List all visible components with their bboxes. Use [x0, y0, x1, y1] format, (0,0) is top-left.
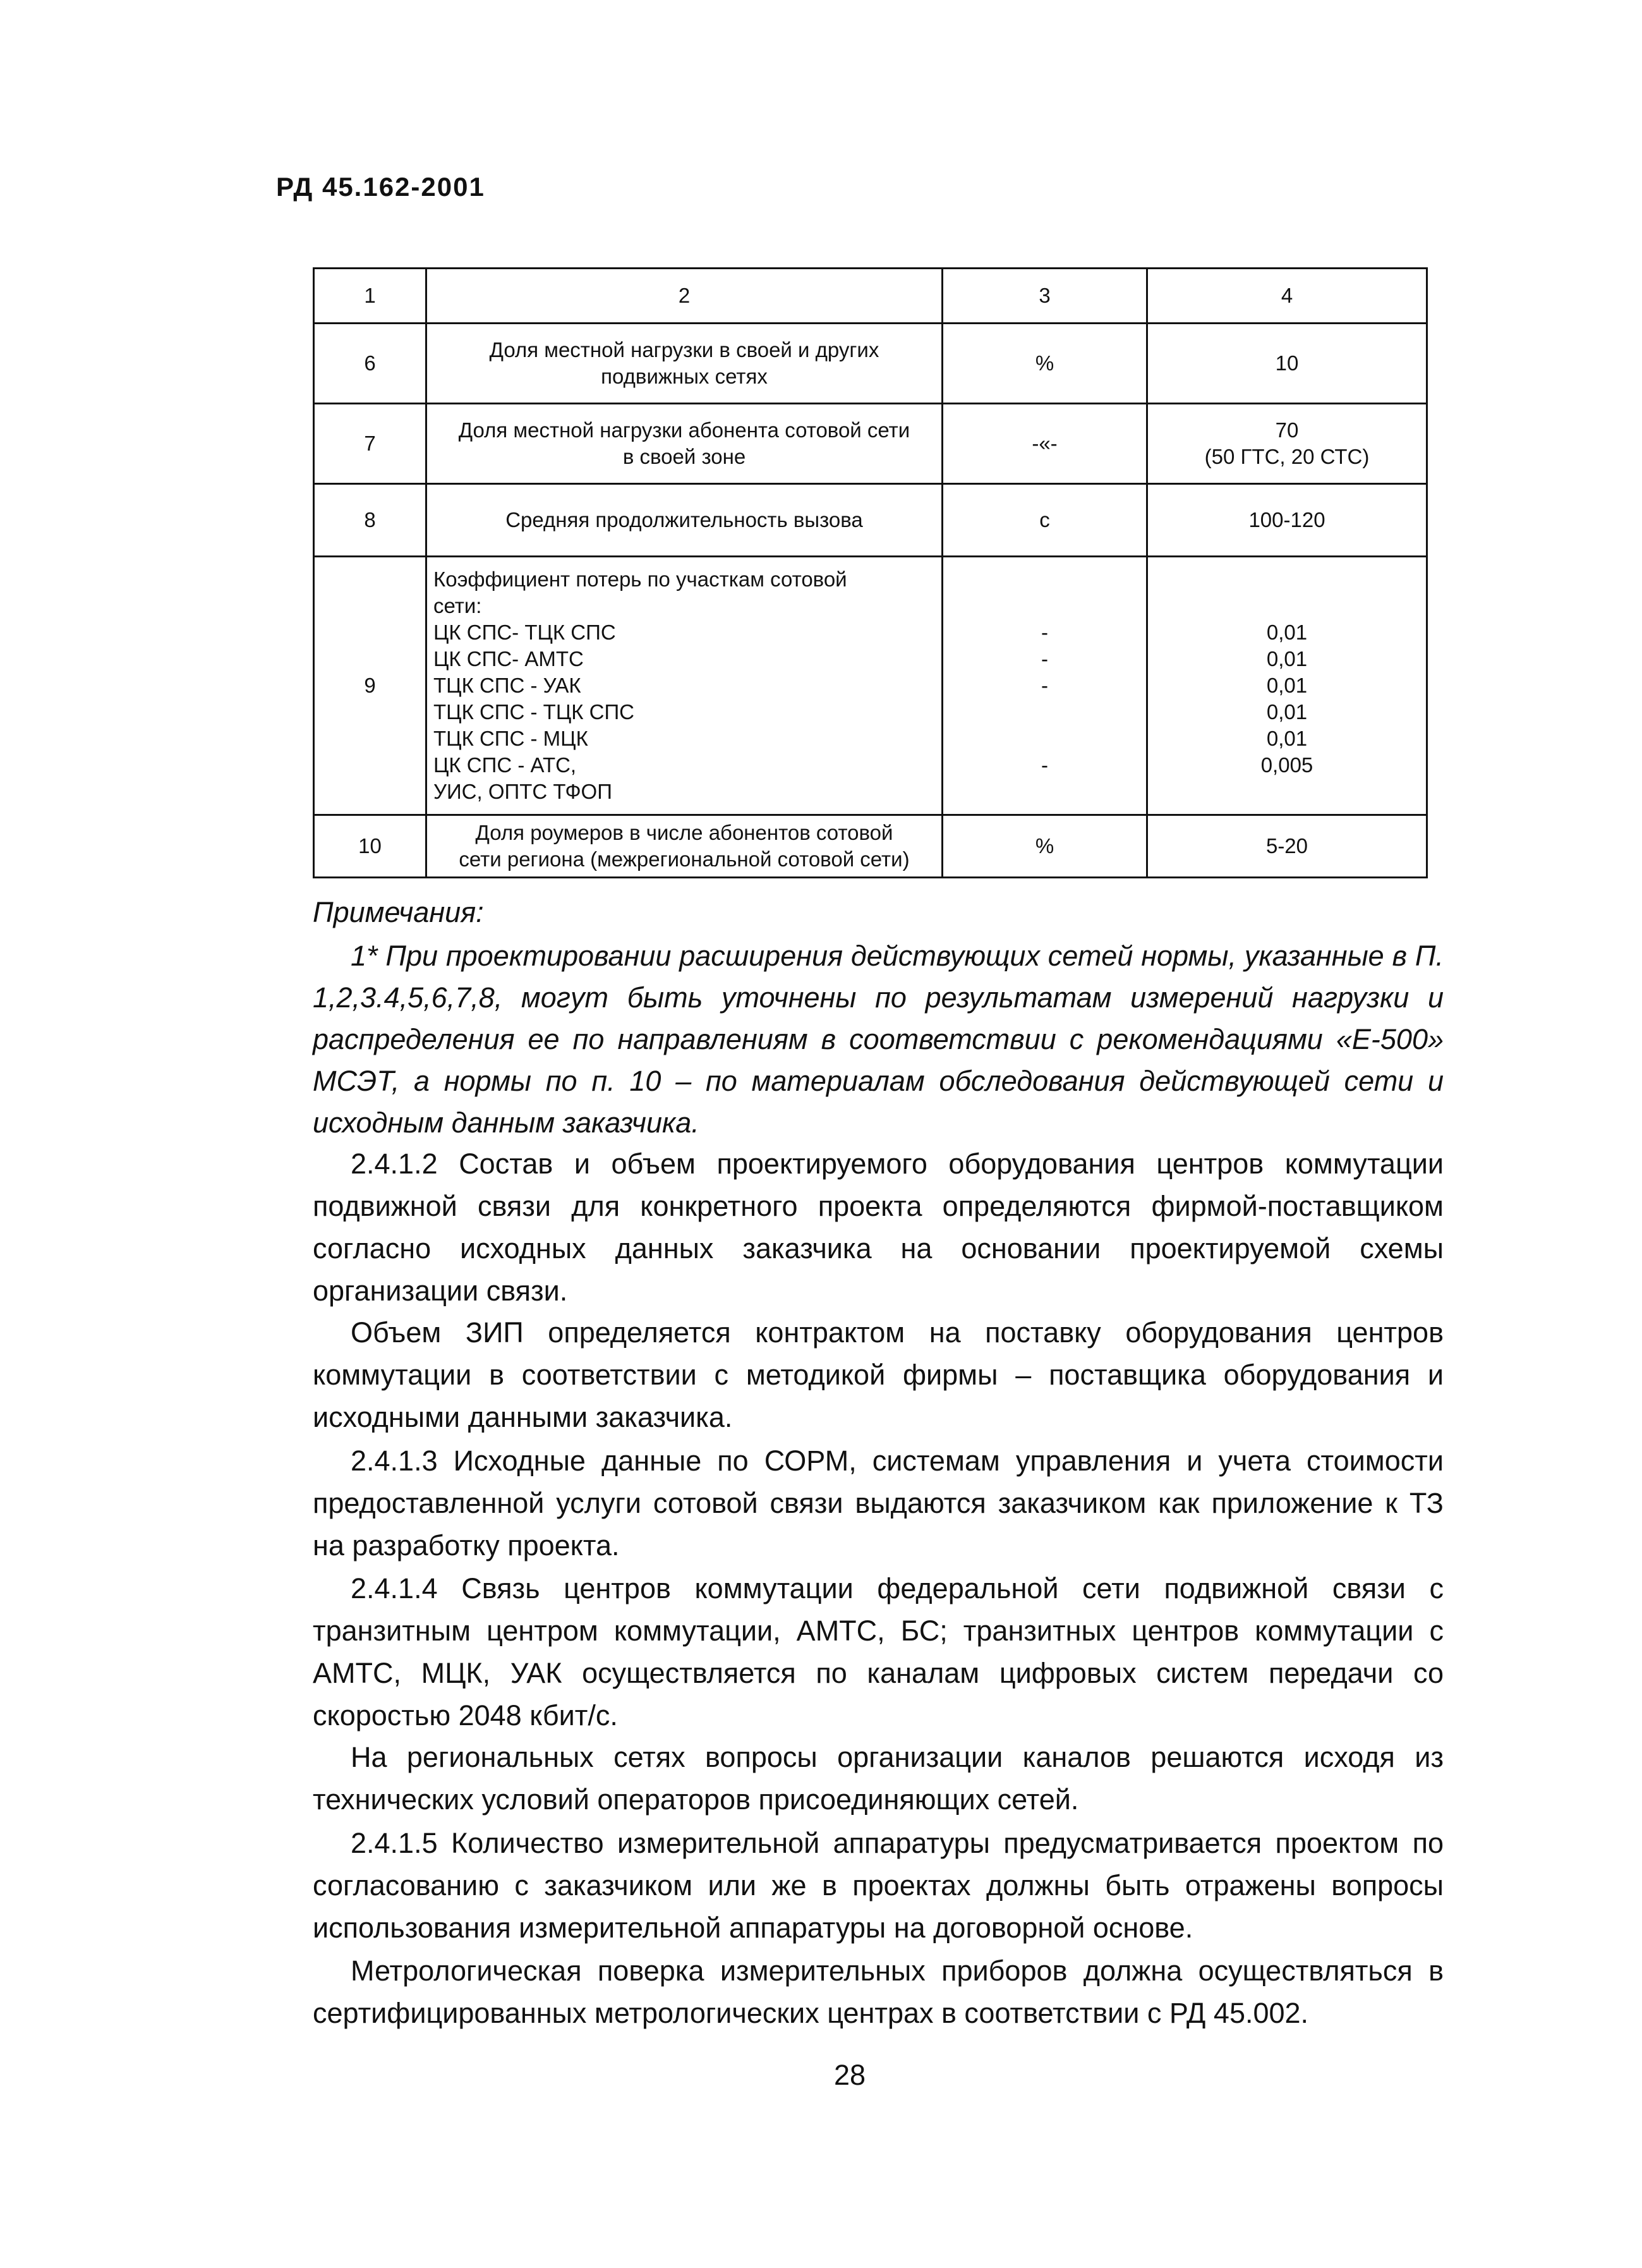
- paragraph-2-4-1-4: [313, 1567, 1444, 1737]
- paragraph-spare-parts: [313, 1311, 1444, 1438]
- table-row: [314, 404, 1427, 484]
- description-line: Коэффициент потерь по участкам сотовой: [433, 567, 847, 591]
- row-description: [426, 815, 943, 878]
- paragraph-metrology: [313, 1950, 1444, 2034]
- value-line: 70: [1275, 418, 1299, 442]
- row-unit: с: [943, 484, 1147, 557]
- row-number: 7: [314, 404, 426, 484]
- unit-line: -: [1041, 753, 1048, 777]
- row-value: [1147, 404, 1427, 484]
- row-unit: %: [943, 324, 1147, 404]
- paragraph-text: 2.4.1.5 Количество измерительной аппаратуры предусматривается проектом по согласованию с заказчиком или же в проектах должны быть отражены вопросы использования измерительной аппаратуры на договорной основе.: [313, 1827, 1444, 1944]
- row-value: [1147, 557, 1427, 815]
- notes-title: Примечания:: [313, 896, 484, 928]
- row-description: [426, 557, 943, 815]
- row-unit: %: [943, 815, 1147, 878]
- description-line: ТЦК СПС - УАК: [433, 674, 581, 697]
- description-line: Доля местной нагрузки абонента сотовой сети: [458, 418, 910, 442]
- row-description: [426, 324, 943, 404]
- value-line: 0,01: [1266, 647, 1308, 670]
- unit-line: -: [1041, 621, 1048, 644]
- row-description: Средняя продолжительность вызова: [426, 484, 943, 557]
- description-line: Доля местной нагрузки в своей и других: [489, 338, 879, 361]
- row-value: 100-120: [1147, 484, 1427, 557]
- norms-table: [313, 267, 1428, 878]
- paragraph-2-4-1-2: [313, 1143, 1444, 1312]
- unit-line: -: [1041, 674, 1048, 697]
- description-line: ТЦК СПС - ТЦК СПС: [433, 700, 635, 724]
- paragraph-text: 2.4.1.4 Связь центров коммутации федеральной сети подвижной связи с транзитным центром коммутации, АМТС, БС; транзитных центров коммутации с АМТС, МЦК, УАК осуществляется по каналам цифровых систем передачи со скоростью 2048 кбит/с.: [313, 1572, 1444, 1731]
- column-header: 4: [1147, 269, 1427, 324]
- table-row: [314, 815, 1427, 878]
- description-line: сети региона (межрегиональной сотовой сети): [459, 847, 910, 871]
- description-line: Доля роумеров в числе абонентов сотовой: [475, 821, 893, 844]
- row-value: 5-20: [1147, 815, 1427, 878]
- row-value: 10: [1147, 324, 1427, 404]
- value-line: 0,01: [1266, 727, 1308, 750]
- paragraph-text: 2.4.1.3 Исходные данные по СОРМ, системам управления и учета стоимости предоставленной услуги сотовой связи выдаются заказчиком как приложение к ТЗ на разработку проекта.: [313, 1445, 1444, 1562]
- page-number: 28: [834, 2059, 866, 2091]
- paragraph-text: Метрологическая поверка измерительных приборов должна осуществляться в сертифицированных метрологических центрах в соответствии с РД 45.002.: [313, 1955, 1444, 2029]
- description-line: ЦК СПС- АМТС: [433, 647, 584, 670]
- note-1: 1* При проектировании расширения действующих сетей нормы, указанные в П. 1,2,3.4,5,6,7,8, могут быть уточнены по результатам измерений нагрузки и распределения ее по направлениям в соответствии с рекомендациями «Е-500» МСЭТ, а нормы по п. 10 – по материалам обследования действующей сети и исходным данным заказчика.: [313, 940, 1444, 1139]
- table-header-row: [314, 269, 1427, 324]
- value-line: 0,01: [1266, 674, 1308, 697]
- row-unit: [943, 557, 1147, 815]
- unit-line: -: [1041, 647, 1048, 670]
- paragraph-text: Объем ЗИП определяется контрактом на поставку оборудования центров коммутации в соответствии с методикой фирмы – поставщика оборудования и исходными данными заказчика.: [313, 1316, 1444, 1433]
- paragraph-regional-networks: [313, 1736, 1444, 1821]
- row-description: [426, 404, 943, 484]
- description-line: ЦК СПС- ТЦК СПС: [433, 621, 616, 644]
- table-row: [314, 324, 1427, 404]
- value-line: (50 ГТС, 20 СТС): [1204, 445, 1370, 468]
- description-line: сети:: [433, 594, 482, 617]
- column-header: 2: [426, 269, 943, 324]
- row-number: 6: [314, 324, 426, 404]
- column-header: 3: [943, 269, 1147, 324]
- document-code: РД 45.162-2001: [276, 172, 485, 202]
- value-line: 0,005: [1260, 753, 1313, 777]
- description-line: УИС, ОПТС ТФОП: [433, 780, 612, 803]
- table-row: [314, 557, 1427, 815]
- column-header: 1: [314, 269, 426, 324]
- row-number: 9: [314, 557, 426, 815]
- paragraph-text: На региональных сетях вопросы организации каналов решаются исходя из технических условий операторов присоединяющих сетей.: [313, 1741, 1444, 1816]
- row-number: 10: [314, 815, 426, 878]
- description-line: ТЦК СПС - МЦК: [433, 727, 588, 750]
- value-line: 0,01: [1266, 621, 1308, 644]
- paragraph-2-4-1-5: [313, 1822, 1444, 1949]
- description-line: ЦК СПС - АТС,: [433, 753, 577, 777]
- row-number: 8: [314, 484, 426, 557]
- description-line: подвижных сетях: [601, 365, 768, 388]
- paragraph-2-4-1-3: [313, 1440, 1444, 1567]
- value-line: 0,01: [1266, 700, 1308, 724]
- description-line: в своей зоне: [622, 445, 746, 468]
- paragraph-text: 2.4.1.2 Состав и объем проектируемого оборудования центров коммутации подвижной связи для конкретного проекта определяются фирмой-поставщиком согласно исходных данных заказчика на основании проектируемой схемы организации связи.: [313, 1148, 1444, 1307]
- row-unit: -«-: [943, 404, 1147, 484]
- table-row: [314, 484, 1427, 557]
